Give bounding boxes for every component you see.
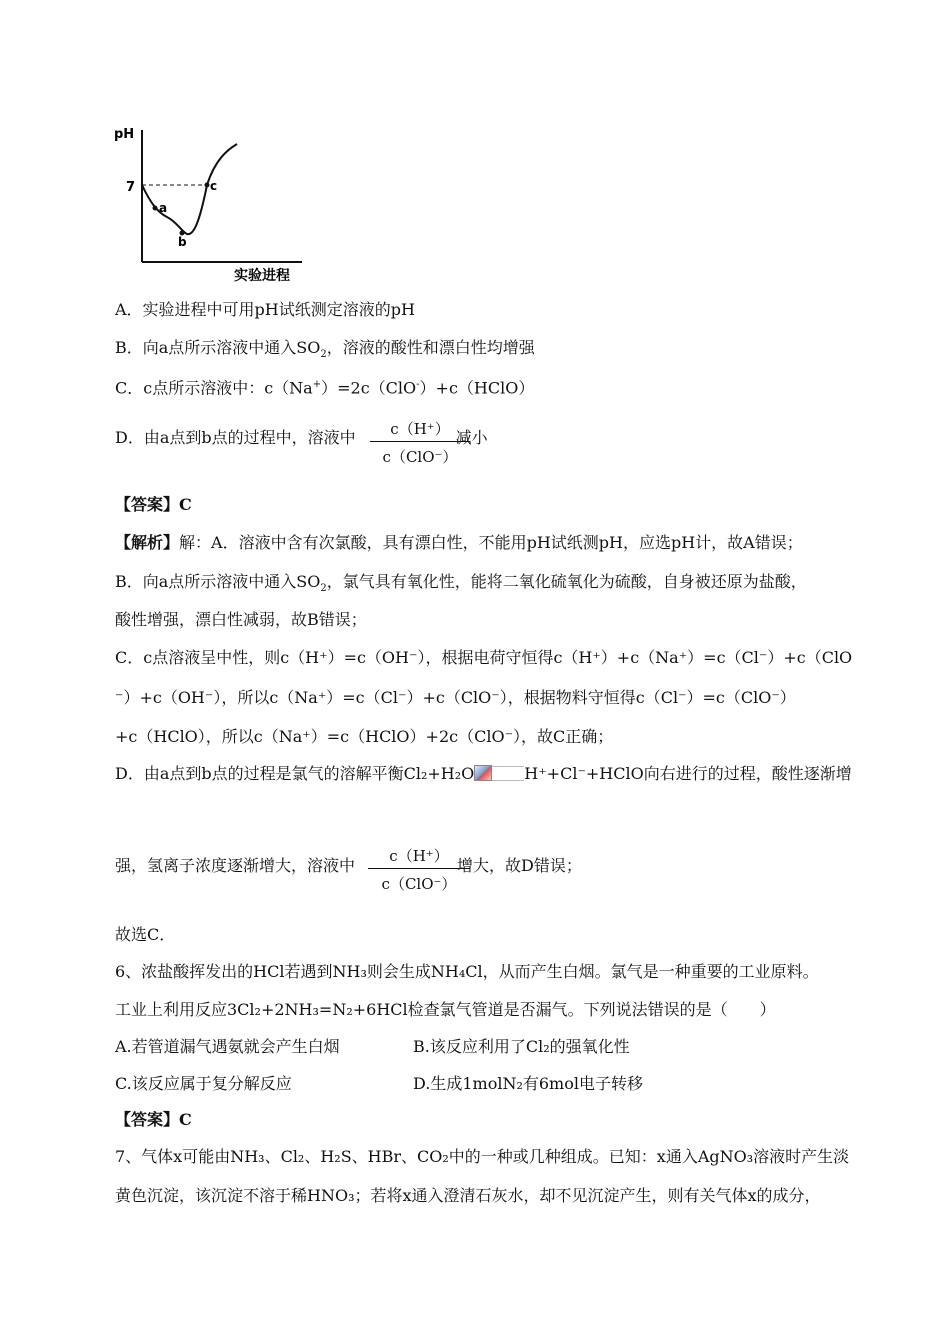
ph-curve xyxy=(142,144,237,234)
reversible-arrow-icon xyxy=(474,765,492,781)
q6-stem-line2: 工业上利用反应3Cl₂+2NH₃=N₂+6HCl检查氯气管道是否漏气。下列说法错误的是（ ） xyxy=(115,1000,776,1019)
q6-option-b: B.该反应利用了Cl₂的强氧化性 xyxy=(413,1037,630,1056)
q6-stem-line1: 6、浓盐酸挥发出的HCl若遇到NH₃则会生成NH₄Cl，从而产生白烟。氯气是一种重要的工业原料。 xyxy=(115,962,819,981)
q5-conclusion: 故选C． xyxy=(115,925,176,944)
q6-option-d: D.生成1molN₂有6mol电子转移 xyxy=(413,1074,643,1093)
q5-explanation-line4: C．c点溶液呈中性，则c（H⁺）=c（OH⁻），根据电荷守恒得c（H⁺）+c（Na⁺）=c（Cl⁻）+c（ClO xyxy=(115,648,853,667)
q5-explanation-line7: D．由a点到b点的过程是氯气的溶解平衡Cl₂+H₂O H⁺+Cl⁻+HClO向右进行的过程，酸性逐渐增 xyxy=(115,764,852,783)
q5-option-c: C．c点所示溶液中：c（Na+）=2c（ClO-）+c（HClO） xyxy=(115,378,535,398)
q5-explanation-line2: B．向a点所示溶液中通入$SO_2$，氯气具有氧化性，能将二氧化硫氧化为硫酸，自身被还原为盐酸， xyxy=(115,572,807,595)
q6-answer: 【答案】C xyxy=(115,1110,192,1129)
y-axis-label: pH xyxy=(114,127,135,142)
arrow-placeholder xyxy=(492,766,524,781)
ph-curve-graph xyxy=(112,122,312,287)
q7-stem-line1: 7、气体x可能由NH₃、Cl₂、H₂S、HBr、CO₂中的一种或几种组成。已知：x通入AgNO₃溶液时产生淡 xyxy=(115,1147,850,1166)
q5-explanation-line6: +c（HClO），所以c（Na⁺）=c（HClO）+2c（ClO⁻），故C正确； xyxy=(115,727,614,746)
q5-option-d: D．由a点到b点的过程中，溶液中 减小 xyxy=(115,428,488,447)
q5-option-b: B．向a点所示溶液中通入$SO_2$，溶液的酸性和漂白性均增强 xyxy=(115,338,535,361)
q5-option-a: A．实验进程中可用pH试纸测定溶液的pH xyxy=(115,300,415,319)
q5-explanation-line8: 强，氢离子浓度逐渐增大，溶液中 增大，故D错误； xyxy=(115,856,582,875)
q5-explanation-line1: 【解析】解：A．溶液中含有次氯酸，具有漂白性，不能用pH试纸测pH，应选pH计，故A错误； xyxy=(115,533,803,552)
point-c xyxy=(205,183,210,188)
q5-explanation-line3: 酸性增强，漂白性减弱，故B错误； xyxy=(115,610,367,629)
q5-answer: 【答案】C xyxy=(115,495,192,514)
y-tick-7: 7 xyxy=(126,180,136,195)
q5-option-d-fraction: c（H⁺） c（ClO⁻） xyxy=(370,418,470,467)
q5-explanation-fraction: c（H⁺） c（ClO⁻） xyxy=(368,845,470,894)
point-b-label: b xyxy=(178,235,187,249)
q6-option-a: A.若管道漏气遇氨就会产生白烟 xyxy=(115,1037,340,1056)
q6-option-c: C.该反应属于复分解反应 xyxy=(115,1074,292,1093)
q7-stem-line2: 黄色沉淀，该沉淀不溶于稀HNO₃；若将x通入澄清石灰水，却不见沉淀产生，则有关气体x的成分， xyxy=(115,1186,821,1205)
point-c-label: c xyxy=(210,179,218,193)
x-axis-label: 实验进程 xyxy=(234,268,290,284)
point-a-label: a xyxy=(159,201,168,215)
q5-explanation-line5: ⁻）+c（OH⁻），所以c（Na⁺）=c（Cl⁻）+c（ClO⁻），根据物料守恒得c（Cl⁻）=c（ClO⁻） xyxy=(115,688,796,707)
point-a xyxy=(153,206,158,211)
